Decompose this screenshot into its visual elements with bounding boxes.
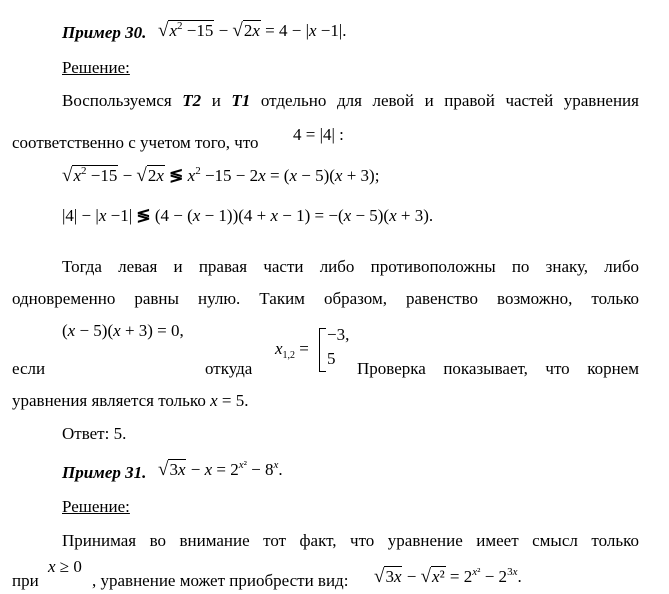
solution-label-30: Решение: — [62, 58, 130, 77]
check-text: Проверка показывает, что корнем — [357, 359, 639, 378]
condition-equation: (x − 5)(x + 3) = 0, — [62, 321, 184, 340]
example-30-equation: $√x^2 -15 - √2x = 4 - |x -1|$. — [158, 20, 347, 41]
inequality-2: |4| − |x −1| ≶ (4 − (x − 1))(4 + x − 1) = −(x − 5)(x + 3). — [62, 206, 434, 225]
paragraph-30-2-line2: одновременно равны нулю. Таким образом, равенство возможно, только — [12, 289, 639, 308]
example-31-heading: Пример 31. — [62, 463, 147, 482]
paragraph-31-mid: , уравнение может приобрести вид: — [92, 571, 349, 590]
solution-label-31: Решение: — [62, 497, 130, 516]
paragraph-30-1: Воспользуемся T2 и T1 отдельно для левой и правой частей уравнения — [62, 91, 639, 110]
formula-4-abs4: 4 = |4| : — [293, 125, 344, 144]
roots-bracket — [319, 328, 326, 372]
paragraph-31-1: Принимая во внимание тот факт, что уравнение имеет смысл только — [62, 531, 639, 550]
whence-word: откуда — [205, 359, 253, 378]
paragraph-31-pre: при — [12, 571, 39, 590]
paragraph-30-2-line1: Тогда левая и правая части либо противоположны по знаку, либо — [62, 257, 639, 276]
example-30-heading: Пример 30. — [62, 23, 147, 42]
condition-x-nonneg: x ≥ 0 — [48, 557, 82, 576]
inequality-1: $√x^2 -15 - √2x$ ≶ $x^2 -15 - 2x = (x - 5)(x + 3)$; — [62, 165, 380, 186]
root-2: 5 — [327, 349, 336, 368]
example-31-equation: $√3x - x = 2^{x^2} - 8^x$. — [158, 459, 283, 480]
paragraph-30-3: уравнения является только x = 5. — [12, 391, 249, 410]
paragraph-30-1-line2: соответственно с учетом того, что — [12, 133, 259, 152]
if-word: если — [12, 359, 46, 378]
root-1: −3, — [327, 325, 350, 344]
answer-30: Ответ: 5. — [62, 424, 127, 443]
roots-label: $x_{1,2}$ = — [275, 339, 309, 361]
formula-31: $√3x - √x^2 = 2^{x^2} - 2^{3x}$. — [374, 566, 522, 587]
